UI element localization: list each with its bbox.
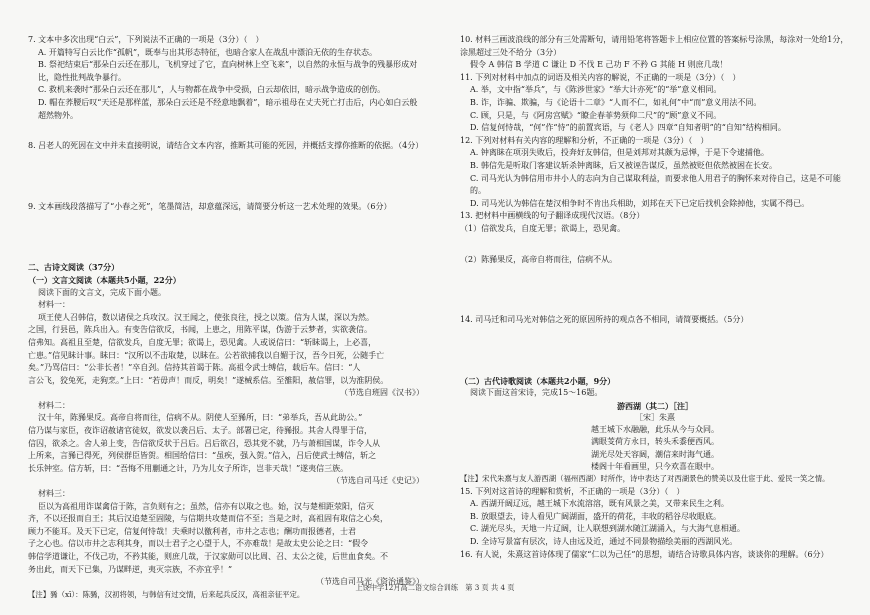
text-line: 子之心也。信以市井之志利其身，而以士君子之心望于人，不亦难哉！是故太史公论之曰：“假令 [28,539,369,549]
text-line: 务出此，而天下已集，乃谋畔逆，夷灭宗族，不亦宜乎！” [28,564,233,574]
text-line: A. 开篇特写白云比作“孤帆”，既奉与出其形态特征，也暗合家人在战乱中漂泊无依的生存状态。 [38,47,378,57]
text-line: B. 祭祀结束后“那朵白云还在那儿，飞机穿过了它，直向树林上空飞来”，以自然的永恒与战争的残暴形成对比，隐性批判战争暴行。 [38,60,418,82]
text-line: （节选自班固《汉书》） [340,388,424,398]
right-column [460,34,850,561]
answer-space [460,266,850,314]
text-line: 臣以为高祖用诈谋禽信于陈，言负则有之；虽然，信亦有以取之也。始，汉与楚相距荥阳，信灭 [38,501,374,511]
text-line: A. 钟离眛在项羽失败后，投奔好友韩信，但是刘邦对其颇为忌惮，于是下令逮捕他。 [470,148,769,158]
text-line: 上所来，言豨已得死，列侯群臣皆贺。相国给信曰：“虽疾，强入贺。”信入，吕后使武士缚信，斩之 [28,451,377,461]
text-line: 9. 文本画线段落描写了“小春之死”，笔墨简洁，却意蕴深远，请简要分析这一艺术处理的效果。（6分） [28,201,392,211]
poem-line: 满眼芰荷方永日，转头禾黍便西风。 [591,437,719,447]
text-line: 7. 文本中多次出现“白云”，下列说法不正确的一项是（3分）（ ） [28,35,264,44]
text-line: C. 司马光认为韩信用市井小人的志向为自己谋取利益，而要求他人用君子的胸怀来对待自己，这是不可能的。 [470,173,841,196]
text-line: 亡患。”信见眛计事。眛曰：“汉所以不击取楚，以眛在。公若欲捕我以自媚于汉，吾今日死，公随手亡 [28,350,385,360]
right-questions-2 [460,473,850,561]
text-line: 阅读下面的文言文，完成下面小题。 [38,287,166,297]
poem-line: 湖光尽处天容阔，潮信来时海气通。 [591,449,719,459]
poem-lines [460,424,850,473]
text-line: D. 信复何恃哉，“何”作“恃”的前置宾语，与《老人》四章“自知者明”的“自知”结构相同。 [470,123,786,133]
text-line: （一）文言文阅读（本题共5小题，22分） [28,274,181,285]
answer-space [460,236,850,254]
text-line: 材料一： [38,300,70,310]
text-line: 项王使人召韩信，数以诸侯之兵攻汉。汉王闻之，使张良往，授之以策。信为人谋，深以为然。 [38,312,374,322]
text-line: 齐，不以还报而自王；其后汉追楚至固陵，与信期共攻楚而信不至；当是之时，高祖固有取信之心矣， [28,514,388,524]
text-line: 【注】豨（xī）：陈豨，汉初将领，与韩信有过交情，后来起兵反汉，高祖亲征平定。 [28,589,305,599]
text-line: A. 西湖开阔辽远，越王城下水流溶溶，既有风景之美，又带来民生之利。 [470,499,729,509]
answer-space [28,213,424,261]
text-line: 二、古诗文阅读（37分） [28,262,120,273]
text-line: 信囚，欲杀之。舍人弟上变，告信欲反状于吕后。吕后欲召，恐其党不就，乃与萧相国谋，诈令人从 [28,438,380,448]
text-line: D. 司马光认为韩信在楚汉相争时不肯出兵相助，刘邦在天下已定后找机会除掉他，实属不得已。 [470,198,810,208]
poem-block [460,400,850,473]
text-line: 汉十年，陈豨果反。高帝自将而往，信病不从。阴使人至豨所，曰：“弟举兵，吾从此助公。” [38,413,363,423]
answer-space [28,153,424,201]
text-line: （节选自司马光《资治通鉴》） [316,577,424,587]
text-line: （节选自司马迁《史记》） [332,476,424,486]
text-line: （二）古代诗歌阅读（本题共2小题，9分） [460,375,616,386]
poem-title: 游西湖（其二）［注］ [617,400,693,411]
text-line: 材料二： [38,400,70,410]
text-line: 之国，行县邑，陈兵出入。有变告信欲反，书闻，上患之，用陈平谋，伪游于云梦者，实欲袭信。 [28,325,372,335]
text-line: C. 顾，只是，与《阿房宫赋》“瞭企春菲势须仰二尺”的“顾”意义不同。 [470,110,722,120]
text-line: 材料三： [38,489,70,499]
text-line: B. 韩信先是听取门客建议斩杀钟离眛，后又被诬告谋反，虽然被贬但依然被困在长安。 [470,160,777,170]
text-line: 15. 下列对这首诗的理解和赏析，不正确的一项是（3分）（ ） [460,486,685,496]
poem-line: 越王城下水融融，此乐从今与众同。 [591,425,719,435]
text-line: 韩信学道谦让，不伐己功，不矜其能，则庶几哉，于汉家勋可以比周、召、太公之徒，后世血食矣。不 [28,552,388,561]
text-line: 顾力不能耳。及天下已定，信复何恃哉！夫乘时以徼利者，市井之志也；酬功而报德者，士君 [28,526,356,536]
text-line: 16. 有人说，朱熹这首诗体现了儒家“仁以为己任”的思想，请结合诗歌具体内容，谈谈你的理解。（6分） [460,549,829,559]
text-line: 长乐钟室。信方斩，曰：“吾悔不用蒯通之计，乃为儿女子所诈，岂非天哉！”遂夷信三族。 [28,463,349,473]
text-line: 阅读下面这首宋诗，完成15～16题。 [470,388,603,398]
text-line: 假令 A 韩信 B 学道 C 谦让 D 不伐 E 己功 F 不矜 G 其能 H 则庶几哉！ [470,60,728,70]
poem-line: 楼阁十年看画里，只今欢喜在眼中。 [591,461,719,471]
text-line: 13. 把材料中画横线的句子翻译成现代汉语。（8分） [460,211,645,221]
text-line: C. 救机来袭时“那朵白云还在那儿”，人与物都在战争中受损，白云却依旧，暗示战争造成的创伤。 [38,85,386,95]
text-line: D. 帽在荞腰后叹“天还是那样蓝，那朵白云还是不经意地飘着”，暗示祖母在丈夫死亡打击后，内心如白云般超然物外。 [38,97,418,120]
answer-space [28,122,424,140]
text-line: 14. 司马迁和司马光对韩信之死的原因所持的观点各不相同，请简要概括。（5分） [460,315,749,325]
answer-space [460,327,850,375]
right-questions [460,34,850,400]
text-line: B. 诈，诈骗、欺骗，与《论语十二章》“人而不仁，如礼何”中“而”意义用法不同。 [470,97,762,107]
text-line: 信乃谋与家臣，夜诈诏赦诸官徒奴，欲发以袭吕后、太子。部署已定，待豨报。其舍人得罪于信， [28,426,372,436]
text-line: 矣。”乃骂信曰：“公非长者！”卒自刭。信持其首谒于陈。高祖令武士缚信，载后车。信曰：“人 [28,363,361,373]
text-line: （2）陈豨果反，高帝自将而往，信病不从。 [460,254,618,264]
poem-author: ［宋］朱熹 [635,413,675,423]
text-line: B. 放眼望去，诗人看见广阔湖面，盛开的荷花，丰收的稻谷尽收眼底。 [470,511,721,521]
text-line: 11. 下列对材料中加点的词语及相关内容的解说，不正确的一项是（3分）（ ） [460,72,741,82]
text-line: （1）信欲发兵，自度无罪；欲谒上，恐见禽。 [460,223,626,233]
text-line: A. 举，文中指“举兵”，与《陈涉世家》“举大计亦死”的“举”意义相同。 [470,85,722,95]
text-line: 信弗知。高祖且至楚，信欲发兵，自度无罪；欲谒上，恐见禽。人或说信曰：“斩眛谒上，上必喜， [28,337,377,347]
text-line: C. 湖光尽头，天地一片辽阔，让人联想到湖水随江湖涌入，与大海气息相通。 [470,524,745,534]
left-column [28,34,424,601]
text-line: 12. 下列对材料有关内容的理解和分析，不正确的一项是（3分）（ ） [460,135,709,145]
text-line: 8. 吕老人的死因在文中并未直接明说，请结合文本内容，推断其可能的死因，并概括支撑你推断的依据。（4分） [28,141,424,151]
text-line: D. 全诗写景富有层次，诗人由远及近，通过不同景物描绘美丽的西湖风光。 [470,537,738,547]
text-line: 10. 材料三画波浪线的部分有三处需断句，请用铅笔将答题卡上相应位置的答案标号涂黑，每涂对一处给1分，涂黑超过三处不给分（3分） [460,35,849,57]
text-line: 言公飞，狡兔死，走狗烹。”上曰：“若毋声！而反，明矣！”遂械系信。至雒阳，赦信罪，以为淮阴侯。 [28,375,389,385]
page-footer: 上饶中学12月高二语文综合训练 第 3 页 共 4 页 [355,583,515,592]
text-line: 【注】宋代朱熹与友人游西湖（福州西湖）时所作，诗中表达了对西湖景色的赞美以及仕宦于此、爱民一笑之情。 [460,474,830,484]
